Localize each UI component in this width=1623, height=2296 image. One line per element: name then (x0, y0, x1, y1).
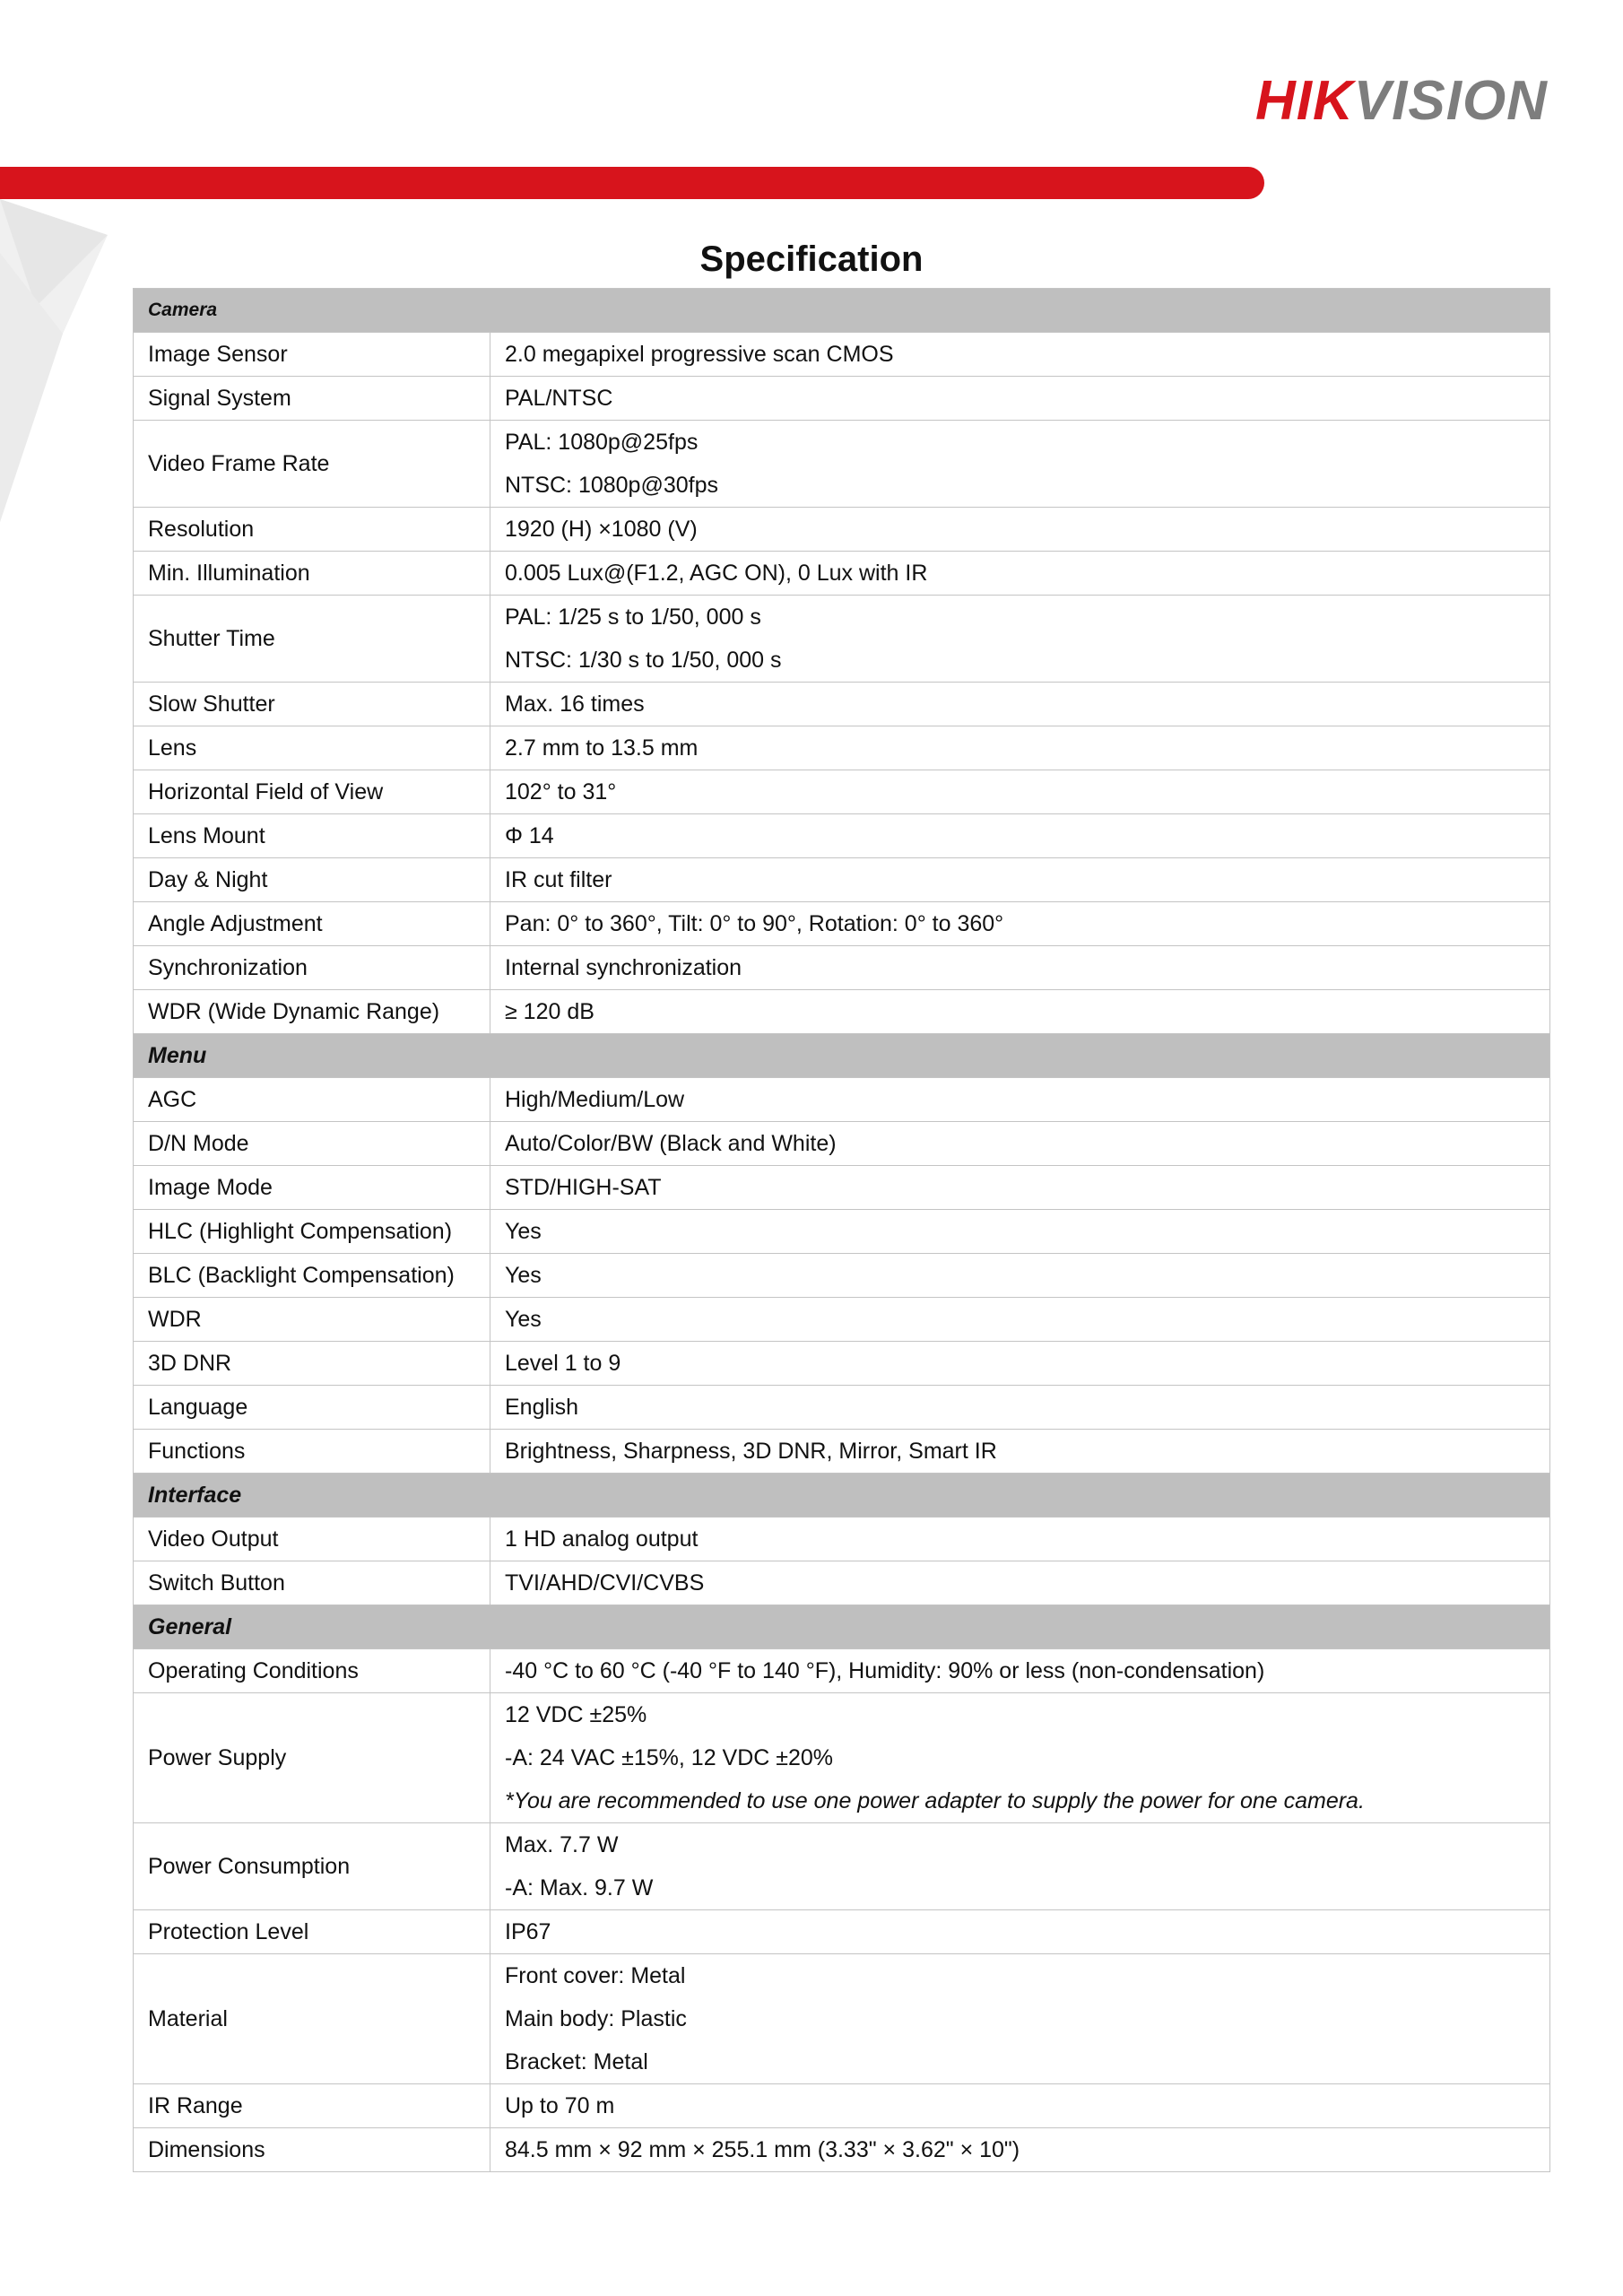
section-title: Camera (134, 289, 1550, 333)
spec-value-cell (490, 1649, 1550, 1693)
table-row (134, 1430, 1550, 1474)
spec-value: TVI/AHD/CVI/CVBS (505, 1570, 705, 1596)
spec-value: 0.005 Lux@(F1.2, AGC ON), 0 Lux with IR (505, 561, 928, 586)
spec-value: 1920 (H) ×1080 (V) (505, 517, 698, 542)
table-row (134, 858, 1550, 902)
spec-value-cell (490, 2128, 1550, 2172)
spec-label: Horizontal Field of View (134, 770, 490, 814)
spec-value-cell (490, 990, 1550, 1034)
spec-label: Power Consumption (134, 1823, 490, 1910)
table-row (134, 1518, 1550, 1561)
spec-label: IR Range (134, 2084, 490, 2128)
spec-label: Shutter Time (134, 596, 490, 683)
spec-value: NTSC: 1/30 s to 1/50, 000 s (505, 648, 782, 673)
spec-value-cell (490, 1298, 1550, 1342)
spec-note: *You are recommended to use one power adapter to supply the power for one camera. (505, 1788, 1365, 1813)
spec-label: Lens (134, 726, 490, 770)
table-row (134, 1954, 1550, 2084)
spec-label: D/N Mode (134, 1122, 490, 1166)
table-row (134, 333, 1550, 377)
spec-label: Day & Night (134, 858, 490, 902)
spec-value-cell (490, 1166, 1550, 1210)
section-title: Menu (134, 1034, 1550, 1078)
spec-value: Yes (505, 1307, 542, 1332)
section-title: General (134, 1605, 1550, 1649)
spec-value: STD/HIGH-SAT (505, 1175, 662, 1200)
section-title: Interface (134, 1474, 1550, 1518)
table-row (134, 814, 1550, 858)
spec-table-body (134, 289, 1550, 2172)
table-row (134, 552, 1550, 596)
spec-label: Video Output (134, 1518, 490, 1561)
table-row (134, 1078, 1550, 1122)
spec-value-cell (490, 1210, 1550, 1254)
spec-value: Max. 7.7 W (505, 1832, 619, 1857)
spec-value-cell (490, 1823, 1550, 1910)
spec-value: PAL/NTSC (505, 386, 613, 411)
spec-value-cell (490, 1518, 1550, 1561)
table-row (134, 1210, 1550, 1254)
spec-label: Language (134, 1386, 490, 1430)
spec-value-cell (490, 902, 1550, 946)
spec-value-cell (490, 1254, 1550, 1298)
spec-value-cell (490, 1386, 1550, 1430)
spec-label: Min. Illumination (134, 552, 490, 596)
spec-value-cell (490, 1693, 1550, 1823)
spec-value: PAL: 1/25 s to 1/50, 000 s (505, 604, 761, 630)
spec-value-cell (490, 946, 1550, 990)
spec-label: Power Supply (134, 1693, 490, 1823)
spec-value: -A: 24 VAC ±15%, 12 VDC ±20% (505, 1745, 834, 1770)
spec-label: Dimensions (134, 2128, 490, 2172)
spec-value: Main body: Plastic (505, 2006, 687, 2031)
spec-value: English (505, 1395, 578, 1420)
section-header (134, 1605, 1550, 1649)
table-row (134, 946, 1550, 990)
spec-value-cell (490, 1954, 1550, 2084)
spec-label: Angle Adjustment (134, 902, 490, 946)
spec-value-cell (490, 858, 1550, 902)
table-row (134, 770, 1550, 814)
spec-label: Switch Button (134, 1561, 490, 1605)
spec-label: WDR (Wide Dynamic Range) (134, 990, 490, 1034)
section-header (134, 289, 1550, 333)
spec-value-cell (490, 333, 1550, 377)
table-row (134, 1561, 1550, 1605)
spec-label: Lens Mount (134, 814, 490, 858)
spec-value: Yes (505, 1219, 542, 1244)
table-row (134, 1342, 1550, 1386)
spec-value: IR cut filter (505, 867, 612, 892)
table-row (134, 1693, 1550, 1823)
table-row (134, 1254, 1550, 1298)
spec-value-cell (490, 683, 1550, 726)
logo-part-vision: VISION (1353, 70, 1548, 132)
spec-value: Bracket: Metal (505, 2049, 648, 2074)
spec-value: 2.7 mm to 13.5 mm (505, 735, 699, 761)
table-row (134, 990, 1550, 1034)
spec-value-cell (490, 1122, 1550, 1166)
spec-label: Image Sensor (134, 333, 490, 377)
hikvision-logo (1255, 70, 1548, 132)
table-row (134, 1649, 1550, 1693)
spec-label: Signal System (134, 377, 490, 421)
spec-value: Level 1 to 9 (505, 1351, 621, 1376)
spec-label: BLC (Backlight Compensation) (134, 1254, 490, 1298)
spec-value: -A: Max. 9.7 W (505, 1875, 654, 1900)
spec-label: Resolution (134, 508, 490, 552)
spec-label: Video Frame Rate (134, 421, 490, 508)
header-red-bar (0, 167, 1264, 199)
spec-value: Yes (505, 1263, 542, 1288)
spec-value: Φ 14 (505, 823, 554, 848)
spec-value: Front cover: Metal (505, 1963, 686, 1988)
spec-label: WDR (134, 1298, 490, 1342)
spec-value: Internal synchronization (505, 955, 742, 980)
table-row (134, 902, 1550, 946)
spec-label: Synchronization (134, 946, 490, 990)
table-row (134, 508, 1550, 552)
table-row (134, 1122, 1550, 1166)
spec-value: NTSC: 1080p@30fps (505, 473, 719, 498)
table-row (134, 1823, 1550, 1910)
spec-value: -40 °C to 60 °C (-40 °F to 140 °F), Humidity: 90% or less (non-condensation) (505, 1658, 1265, 1683)
spec-value: Pan: 0° to 360°, Tilt: 0° to 90°, Rotation: 0° to 360° (505, 911, 1004, 936)
spec-value: Auto/Color/BW (Black and White) (505, 1131, 837, 1156)
spec-value-cell (490, 377, 1550, 421)
spec-value-cell (490, 1910, 1550, 1954)
section-header (134, 1474, 1550, 1518)
spec-value-cell (490, 2084, 1550, 2128)
spec-value: 102° to 31° (505, 779, 617, 804)
spec-value: 12 VDC ±25% (505, 1702, 647, 1727)
spec-value: Up to 70 m (505, 2093, 615, 2118)
spec-label: HLC (Highlight Compensation) (134, 1210, 490, 1254)
spec-value-cell (490, 1561, 1550, 1605)
table-row (134, 377, 1550, 421)
spec-label: Image Mode (134, 1166, 490, 1210)
table-row (134, 683, 1550, 726)
section-header (134, 1034, 1550, 1078)
spec-value: High/Medium/Low (505, 1087, 685, 1112)
table-row (134, 1298, 1550, 1342)
spec-table (133, 288, 1550, 2172)
spec-label: Slow Shutter (134, 683, 490, 726)
spec-value-cell (490, 1342, 1550, 1386)
spec-value: Brightness, Sharpness, 3D DNR, Mirror, Smart IR (505, 1439, 997, 1464)
table-row (134, 726, 1550, 770)
spec-value-cell (490, 552, 1550, 596)
spec-value: PAL: 1080p@25fps (505, 430, 699, 455)
spec-value-cell (490, 1430, 1550, 1474)
table-row (134, 2128, 1550, 2172)
spec-label: AGC (134, 1078, 490, 1122)
logo-part-hik: HIK (1255, 70, 1354, 132)
spec-value-cell (490, 596, 1550, 683)
spec-value-cell (490, 770, 1550, 814)
table-row (134, 421, 1550, 508)
table-row (134, 2084, 1550, 2128)
spec-label: Operating Conditions (134, 1649, 490, 1693)
page-title: Specification (699, 239, 924, 279)
spec-value-cell (490, 421, 1550, 508)
spec-label: 3D DNR (134, 1342, 490, 1386)
spec-value: 84.5 mm × 92 mm × 255.1 mm (3.33" × 3.62" × 10") (505, 2137, 1020, 2162)
table-row (134, 1910, 1550, 1954)
spec-value: Max. 16 times (505, 691, 645, 717)
spec-value: ≥ 120 dB (505, 999, 595, 1024)
table-row (134, 1166, 1550, 1210)
spec-label: Protection Level (134, 1910, 490, 1954)
spec-label: Material (134, 1954, 490, 2084)
spec-value-cell (490, 814, 1550, 858)
table-row (134, 1386, 1550, 1430)
spec-value-cell (490, 508, 1550, 552)
table-row (134, 596, 1550, 683)
spec-label: Functions (134, 1430, 490, 1474)
spec-value: 1 HD analog output (505, 1526, 699, 1552)
spec-value-cell (490, 1078, 1550, 1122)
spec-value-cell (490, 726, 1550, 770)
spec-value: 2.0 megapixel progressive scan CMOS (505, 342, 894, 367)
spec-value: IP67 (505, 1919, 551, 1944)
